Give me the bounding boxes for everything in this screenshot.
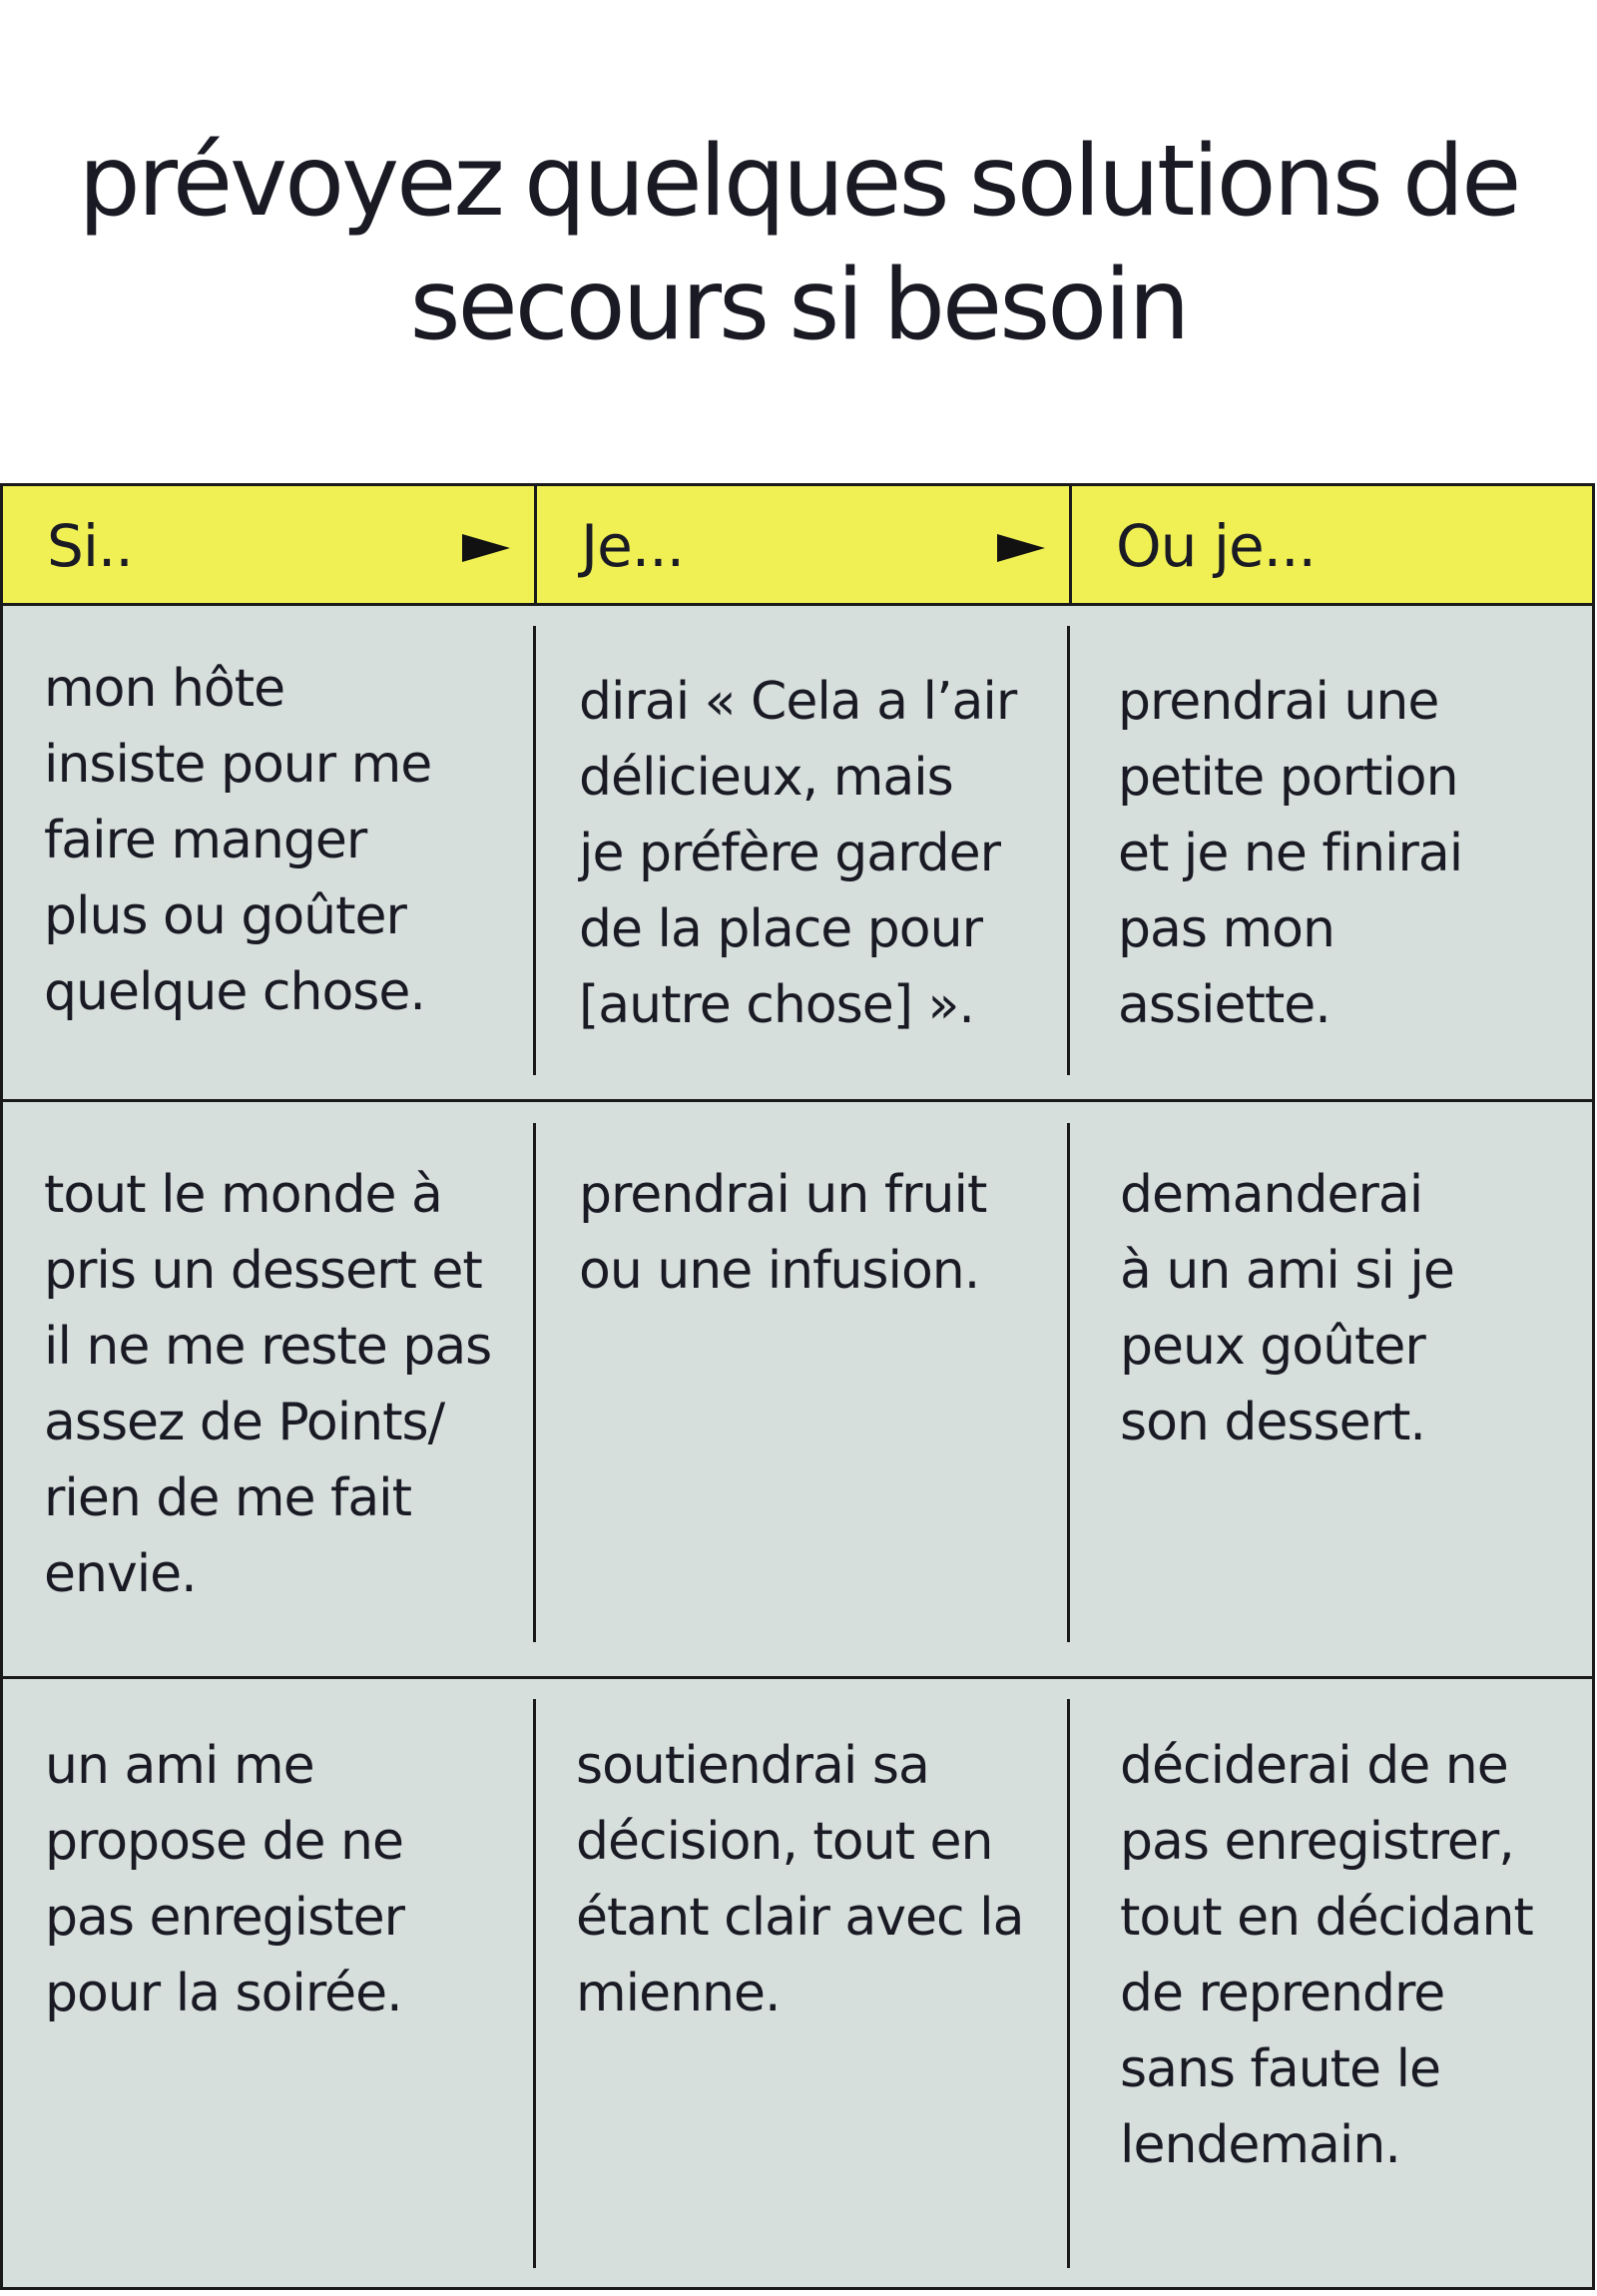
table-cell-r1-c3: prendrai une petite portion et je ne finirai pas mon assiette. [1118,672,1463,1035]
table-cell-r3-c3: déciderai de ne pas enregistrer, tout en décidant de reprendre sans faute le lendemain. [1120,1736,1533,2175]
row-divider [3,1099,1592,1102]
row-divider [3,1676,1592,1679]
triangle-right-icon [462,534,510,562]
header-label-ou-je: Ou je... [1116,512,1316,580]
column-divider [1067,1123,1070,1642]
page-title-line-1: prévoyez quelques solutions de [78,125,1519,239]
table-cell-r3-c2: soutiendrai sa décision, tout en étant clair avec la mienne. [576,1736,1024,2023]
table-cell-r1-c2: dirai « Cela a l’air délicieux, mais je préfère garder de la place pour [autre chose] ». [579,672,1017,1035]
column-divider [1067,626,1070,1075]
backup-solutions-table [0,483,1595,2290]
triangle-right-icon [997,534,1045,562]
table-cell-r1-c1: mon hôte insiste pour me faire manger plus ou goûter quelque chose. [44,659,432,1022]
page-title [0,120,1597,367]
table-header-row [3,486,1592,606]
table-cell-r2-c2: prendrai un fruit ou une infusion. [579,1165,987,1301]
header-cell-je [537,486,1069,603]
header-label-si: Si.. [47,512,133,580]
header-cell-ou-je [1072,486,1592,603]
column-divider [533,626,536,1075]
header-label-je: Je... [581,512,685,580]
table-cell-r3-c1: un ami me propose de ne pas enregister pour la soirée. [45,1736,404,2023]
table-cell-r2-c3: demanderai à un ami si je peux goûter son dessert. [1120,1165,1454,1452]
page-title-line-2: secours si besoin [409,249,1188,362]
table-cell-r2-c1: tout le monde à pris un dessert et il ne me reste pas assez de Points/ rien de me fait envie. [44,1165,492,1604]
header-cell-si [3,486,534,603]
column-divider [533,1123,536,1642]
column-divider [1067,1699,1070,2268]
column-divider [533,1699,536,2268]
